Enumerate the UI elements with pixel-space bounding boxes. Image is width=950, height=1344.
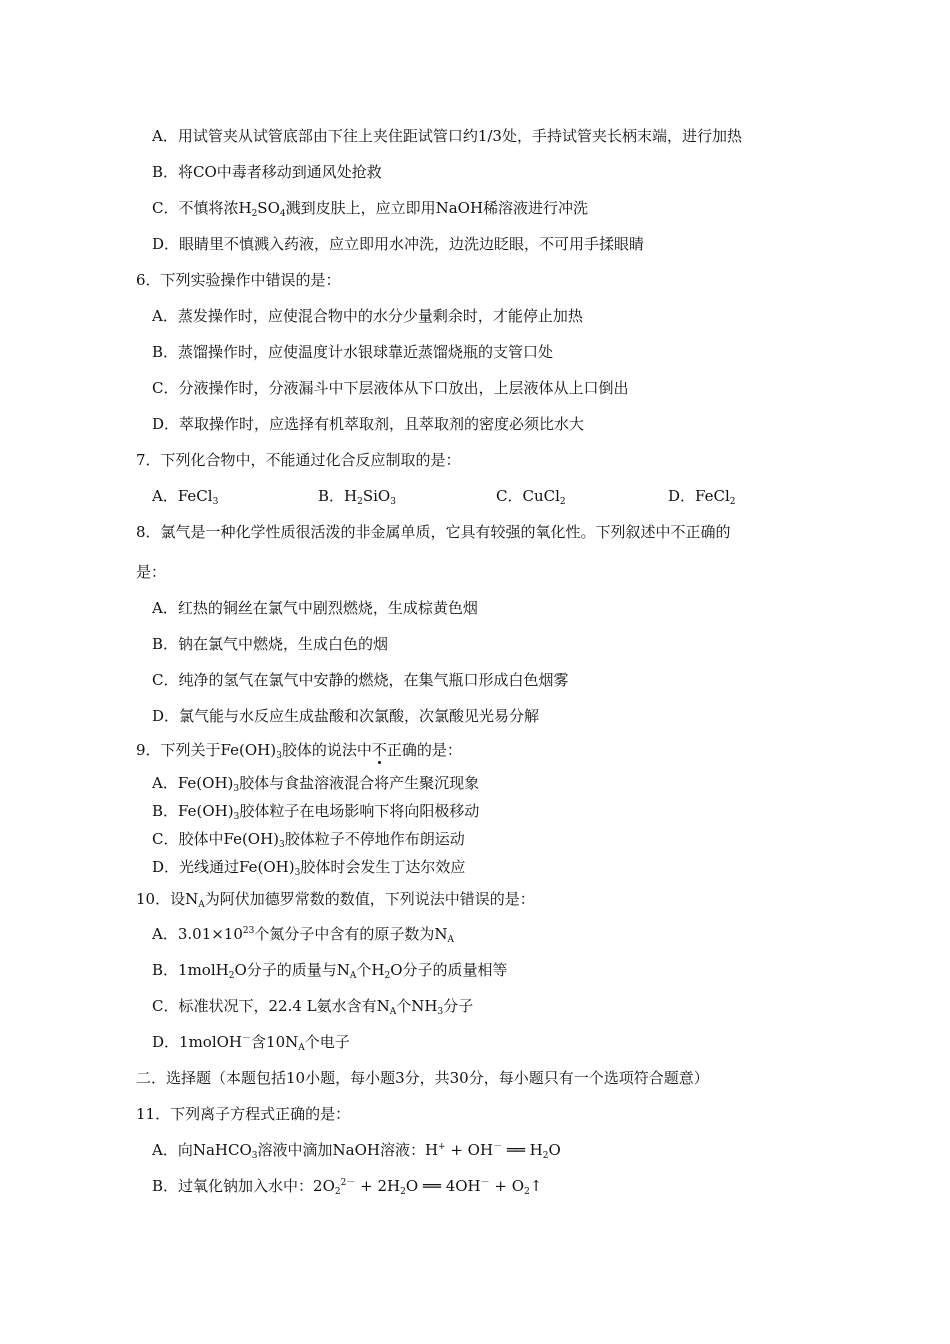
q11-option-a: A．向NaHCO$_3$溶液中滴加NaOH溶液：H+ + OH－ ══ $H_2O$ bbox=[152, 1141, 561, 1161]
q8-option-c: C．纯净的氢气在氯气中安静的燃烧，在集气瓶口形成白色烟雾 bbox=[152, 671, 569, 689]
q8-option-d: D．氯气能与水反应生成盐酸和次氯酸，次氯酸见光易分解 bbox=[152, 707, 540, 725]
q6-option-c: C．分液操作时，分液漏斗中下层液体从下口放出，上层液体从上口倒出 bbox=[152, 379, 629, 397]
q6-stem: 6．下列实验操作中错误的是： bbox=[136, 271, 341, 289]
section-2-heading: 二．选择题（本题包括10小题，每小题3分，共30分，每小题只有一个选项符合题意） bbox=[136, 1069, 709, 1087]
q9-stem: 9．下列关于$Fe(OH)_3$胶体的说法中不正确的是： bbox=[136, 741, 462, 761]
q7-option-d: D．FeCl$_2$ bbox=[668, 487, 736, 507]
q11-option-b: B．过氧化钠加入水中：$2O_2^{2-} + 2H_2O$ ══ $4OH^- + O_2↑$ bbox=[152, 1177, 543, 1197]
q7-option-b: B．$H_2SiO_3$ bbox=[318, 487, 396, 507]
q9-option-d: D．光线通过$Fe(OH)_3$胶体时会发生丁达尔效应 bbox=[152, 858, 466, 878]
q8-stem-line2: 是： bbox=[136, 563, 167, 581]
q10-option-a: A．$3.01\times 10^{23}$个氮分子中含有的原子数为$N_A$ bbox=[152, 925, 454, 945]
emphasis-dot-char: 不 bbox=[371, 741, 387, 759]
q7-option-a: A．FeCl$_3$ bbox=[152, 487, 219, 507]
q5-option-d: D．眼睛里不慎溅入药液，应立即用水冲洗，边洗边眨眼，不可用手揉眼睛 bbox=[152, 235, 645, 253]
q9-option-a: A．$Fe(OH)_3$胶体与食盐溶液混合将产生聚沉现象 bbox=[152, 774, 480, 794]
q6-option-a: A．蒸发操作时，应使混合物中的水分少量剩余时，才能停止加热 bbox=[152, 307, 583, 325]
q8-option-a: A．红热的铜丝在氯气中剧烈燃烧，生成棕黄色烟 bbox=[152, 599, 478, 617]
q6-option-d: D．萃取操作时，应选择有机萃取剂，且萃取剂的密度必须比水大 bbox=[152, 415, 585, 433]
q5-option-b: B．将CO中毒者移动到通风处抢救 bbox=[152, 163, 382, 181]
q5-option-a: A．用试管夹从试管底部由下往上夹住距试管口约1/3处，手持试管夹长柄末端，进行加热 bbox=[152, 127, 742, 145]
q5-option-c: C．不慎将浓$H_2SO_4$溅到皮肤上，应立即用NaOH稀溶液进行冲洗 bbox=[152, 199, 589, 219]
q6-option-b: B．蒸馏操作时，应使温度计水银球靠近蒸馏烧瓶的支管口处 bbox=[152, 343, 554, 361]
q9-option-b: B．$Fe(OH)_3$胶体粒子在电场影响下将向阳极移动 bbox=[152, 802, 480, 822]
q10-option-d: D．1molOH－含$10N_A$个电子 bbox=[152, 1033, 350, 1053]
q10-option-b: B．1molH$_2$O分子的质量与$N_A$个$H_2O$分子的质量相等 bbox=[152, 961, 508, 981]
q8-stem-line1: 8．氯气是一种化学性质很活泼的非金属单质，它具有较强的氧化性。下列叙述中不正确的 bbox=[136, 523, 731, 541]
q10-option-c: C．标准状况下，22.4 L氨水含有$N_A$个$NH_3$分子 bbox=[152, 997, 474, 1017]
q7-stem: 7．下列化合物中，不能通过化合反应制取的是： bbox=[136, 451, 461, 469]
q9-option-c: C．胶体中$Fe(OH)_3$胶体粒子不停地作布朗运动 bbox=[152, 830, 465, 850]
q7-option-c: C．CuCl$_2$ bbox=[496, 487, 566, 507]
q11-stem: 11．下列离子方程式正确的是： bbox=[136, 1105, 351, 1123]
q10-stem: 10．设$N_A$为阿伏加德罗常数的数值，下列说法中错误的是： bbox=[136, 890, 535, 910]
q8-option-b: B．钠在氯气中燃烧，生成白色的烟 bbox=[152, 635, 389, 653]
